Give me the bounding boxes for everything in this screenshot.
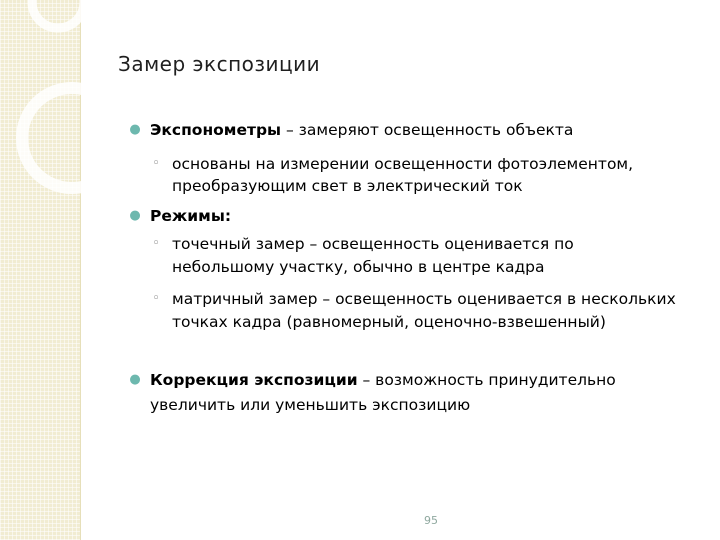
sub-item-line: точках кадра (равномерный, оценочно-взвешенный) (172, 313, 606, 331)
sub-item-line: матричный замер – освещенность оценивается в нескольких (172, 290, 676, 308)
sub-item-line: основаны на измерении освещенности фотоэлементом, (172, 155, 634, 173)
sub-item-line: точечный замер – освещенность оценивается по (172, 235, 574, 253)
bullet-item-line: увеличить или уменьшить экспозицию (150, 396, 471, 414)
page-number: 95 (424, 514, 438, 527)
slide-title: Замер экспозиции (118, 52, 321, 76)
decorative-circles (0, 0, 82, 540)
sub-bullet-icon: ◦ (152, 291, 160, 306)
bullet-text: – возможность принудительно (357, 371, 616, 389)
sub-item-line: преобразующим свет в электрический ток (172, 177, 523, 195)
bullet-term: Режимы: (150, 207, 232, 225)
bullet-item-exposure-meters (150, 120, 710, 140)
bullet-item-modes (150, 206, 710, 226)
bullet-icon: ● (129, 122, 141, 137)
sub-item-line: небольшому участку, обычно в центре кадра (172, 258, 545, 276)
bullet-item-exposure-correction (150, 370, 710, 390)
bullet-icon: ● (129, 372, 141, 387)
sub-bullet-icon: ◦ (152, 236, 160, 251)
bullet-term: Коррекция экспозиции (150, 371, 358, 389)
sub-bullet-icon: ◦ (152, 156, 160, 171)
bullet-term: Экспонометры (150, 121, 282, 139)
bullet-icon: ● (129, 208, 141, 223)
bullet-text: – замеряют освещенность объекта (281, 121, 574, 139)
